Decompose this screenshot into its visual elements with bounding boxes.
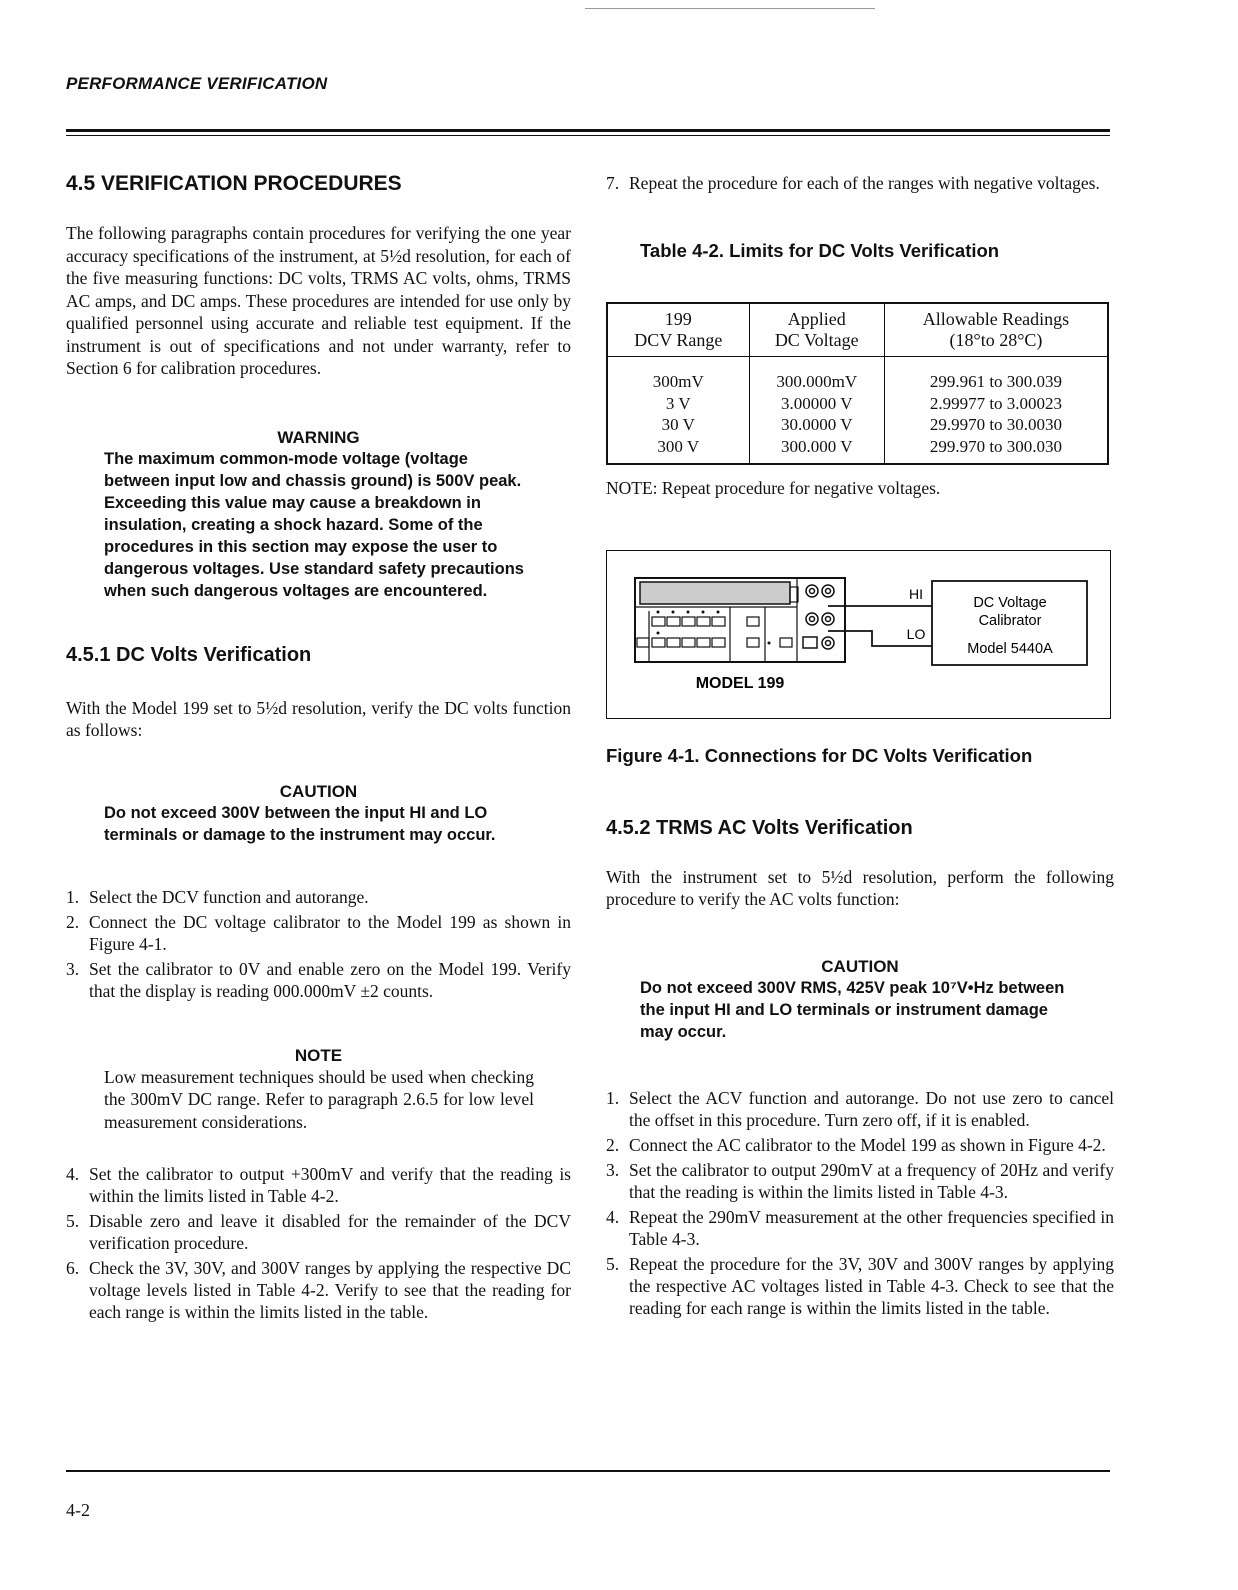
table-row: 300 V 300.000 V 299.970 to 300.030	[607, 436, 1108, 465]
caution-title-2: CAUTION	[821, 956, 899, 976]
calibrator-line-1: DC Voltage	[973, 594, 1047, 611]
table-row: 3 V 3.00000 V 2.99977 to 3.00023	[607, 393, 1108, 415]
list-item: 5. Repeat the procedure for the 3V, 30V and 300V ranges by applying the respective AC voltages listed in Table 4-3. Check to see that the reading for each range is within the limits listed in the table.	[606, 1253, 1114, 1318]
list-item: 2. Connect the AC calibrator to the Model 199 as shown in Figure 4-2.	[606, 1134, 1106, 1155]
note-body: Low measurement techniques should be used when checking the 300mV DC range. Refer to paragraph 2.6.5 for low level measurement considerations.	[104, 1066, 534, 1132]
list-item: 5. Disable zero and leave it disabled for the remainder of the DCV verification procedure.	[66, 1211, 571, 1253]
hi-label: HI	[909, 585, 923, 602]
right-column	[606, 168, 1114, 1322]
model-199-label: MODEL 199	[695, 674, 785, 692]
calibrator-line-3: Model 5440A	[967, 640, 1053, 657]
warning-title: WARNING	[277, 427, 360, 447]
caution-body: Do not exceed 300V between the input HI and LO terminals or damage to the instrument may occur.	[104, 803, 496, 844]
col-header-applied: Applied DC Voltage	[749, 303, 884, 357]
running-header: PERFORMANCE VERIFICATION	[66, 74, 328, 93]
col-header-readings: Allowable Readings (18°to 28°C)	[884, 303, 1108, 357]
header-rule-thin	[66, 135, 1110, 136]
list-item: 7. Repeat the procedure for each of the ranges with negative voltages.	[606, 173, 1100, 193]
table-row: 30 V 30.0000 V 29.9970 to 30.0030	[607, 414, 1108, 436]
dcv-steps-1-3	[66, 886, 571, 1002]
table-row: 300mV 300.000mV 299.961 to 300.039	[607, 357, 1108, 393]
input-terminals	[803, 585, 834, 649]
warning-body: The maximum common-mode voltage (voltage between input low and chassis ground) is 500V peak. Exceeding this value may cause a breakdown in insulation, creating a shock hazard. Some of the procedures in this section may expose the user to dangerous voltages. Use standard safety precautions when such dangerous voltages are encountered.	[104, 449, 524, 600]
dcv-steps-4-6	[66, 1163, 571, 1323]
list-item: 4. Set the calibrator to output +300mV and verify that the reading is within the limits listed in Table 4-2.	[66, 1164, 571, 1206]
section-4-5-2-intro: With the instrument set to 5½d resolution, perform the following procedure to verify the AC volts function:	[606, 866, 1114, 909]
section-4-5-1-intro: With the Model 199 set to 5½d resolution, verify the DC volts function as follows:	[66, 697, 571, 740]
display-window	[640, 582, 790, 604]
list-item: 6. Check the 3V, 30V, and 300V ranges by applying the respective DC voltage levels listed in Table 4-2. Verify to see that the reading for each range is within the limits listed in the table.	[66, 1258, 571, 1322]
section-4-5-heading: 4.5 VERIFICATION PROCEDURES	[66, 172, 402, 195]
footer-rule	[66, 1470, 1110, 1472]
note-title: NOTE	[294, 1045, 343, 1065]
table-header-row	[607, 303, 1108, 357]
page-number: 4-2	[66, 1500, 90, 1520]
col-header-range: 199 DCV Range	[607, 303, 749, 357]
list-item: 3. Set the calibrator to 0V and enable zero on the Model 199. Verify that the display is reading 000.000mV ±2 counts.	[66, 958, 571, 1001]
table-4-2-note: NOTE: Repeat procedure for negative voltages.	[606, 478, 941, 498]
caution-body-2: Do not exceed 300V RMS, 425V peak 10⁷V•Hz between the input HI and LO terminals or instrument damage may occur.	[640, 978, 1065, 1041]
dcv-step-7	[606, 172, 1114, 194]
top-edge-line	[585, 8, 875, 9]
figure-4-1	[606, 550, 1111, 719]
button-dots	[657, 610, 771, 644]
list-item: 1. Select the DCV function and autorange.	[66, 886, 369, 907]
lo-label: LO	[906, 625, 926, 642]
section-4-5-1-heading: 4.5.1 DC Volts Verification	[66, 643, 312, 666]
acv-steps	[606, 1087, 1114, 1319]
header-rule	[66, 129, 1110, 132]
list-item: 1. Select the ACV function and autorange. Do not use zero to cancel the offset in this procedure. Turn zero off, if it is enabled.	[606, 1087, 1114, 1130]
section-4-5-2-heading: 4.5.2 TRMS AC Volts Verification	[606, 816, 913, 839]
figure-4-1-caption: Figure 4-1. Connections for DC Volts Verification	[606, 744, 1033, 766]
connection-diagram	[607, 551, 1110, 718]
list-item: 3. Set the calibrator to output 290mV at a frequency of 20Hz and verify that the reading is within the limits listed in Table 4-3.	[606, 1159, 1114, 1202]
caution-title: CAUTION	[279, 781, 358, 801]
list-item: 2. Connect the DC voltage calibrator to the Model 199 as shown in Figure 4-1.	[66, 911, 571, 954]
calibrator-line-2: Calibrator	[978, 612, 1042, 629]
left-column	[66, 168, 571, 1326]
section-4-5-intro: The following paragraphs contain procedures for verifying the one year accuracy specifications of the instrument, at 5½d resolution, for each of the five measuring functions: DC volts, TRMS AC volts, ohms, TRMS AC amps, and DC amps. These procedures are intended for use only by qualified personnel using accurate and reliable test equipment. If the instrument is out of specifications and not under warranty, refer to Section 6 for calibration procedures.	[66, 223, 571, 378]
list-item: 4. Repeat the 290mV measurement at the other frequencies specified in Table 4-3.	[606, 1206, 1114, 1249]
table-4-2	[606, 302, 1109, 465]
table-4-2-title: Table 4-2. Limits for DC Volts Verification	[640, 240, 1000, 261]
